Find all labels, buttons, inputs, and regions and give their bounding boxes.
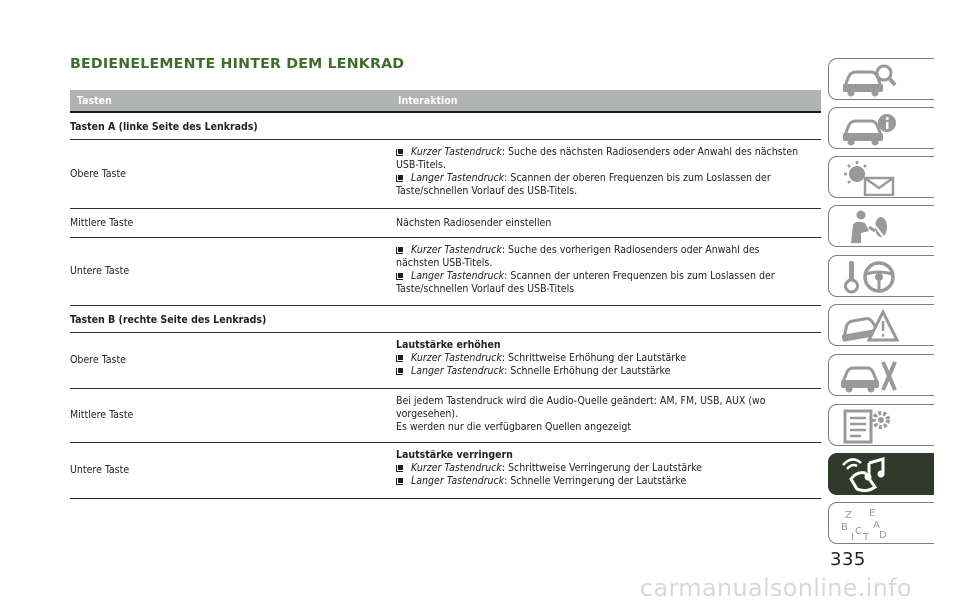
bullet-square-icon [396, 477, 405, 486]
table-row [70, 443, 821, 499]
list-item: Langer Tastendruck: Scannen der oberen Frequenzen bis zum Loslassen der [396, 172, 821, 185]
table-row: Obere Taste Kurzer Tastendruck: Suche des nächsten Radiosenders oder Anwahl des nächsten USB-Titels. Langer Tastendruck: Scannen der oberen Frequenzen bis zum Loslassen der Taste/schnellen Vorlauf des USB-Titels. [70, 140, 821, 209]
list-item: Kurzer Tastendruck: Schrittweise Erhöhung der Lautstärke [396, 352, 821, 365]
page-heading: BEDIENELEMENTE HINTER DEM LENKRAD [70, 56, 405, 72]
row-key: Obere Taste [70, 354, 126, 366]
tab-servicing[interactable] [828, 354, 934, 396]
tab-index[interactable] [828, 502, 934, 544]
controls-table [70, 90, 821, 499]
row-key: Untere Taste [70, 265, 130, 277]
bullet-square-icon [396, 464, 405, 473]
row-text: Nächsten Radiosender einstellen [396, 216, 552, 229]
bullet-square-icon [396, 272, 405, 281]
multimedia-music-icon [839, 457, 899, 493]
row-key: Mittlere Taste [70, 409, 134, 421]
car-info-icon [839, 111, 899, 147]
seat-airbag-icon [839, 209, 899, 245]
tab-emergency[interactable] [828, 304, 934, 346]
index-letter: A [873, 520, 880, 531]
row-key: Mittlere Taste [70, 216, 134, 229]
tab-car-info[interactable] [828, 107, 934, 149]
list-item: Langer Tastendruck: Schnelle Erhöhung der Lautstärke [396, 365, 821, 378]
row-title: Lautstärke erhöhen [396, 339, 501, 351]
bullet-square-icon [396, 246, 405, 255]
tab-car-search[interactable] [828, 58, 934, 100]
page-number: 335 [830, 549, 866, 570]
section-header-b: Tasten B (rechte Seite des Lenkrads) [70, 306, 821, 333]
car-tools-icon [839, 358, 899, 394]
tab-starting-driving[interactable] [828, 255, 934, 297]
table-header [70, 90, 821, 113]
list-item: Kurzer Tastendruck: Suche des vorherigen Radiosenders oder Anwahl des [396, 244, 821, 257]
table-row: Mittlere Taste Bei jedem Tastendruck wird die Audio-Quelle geändert: AM, FM, USB, AUX (wo vorgesehen). Es werden nur die verfügbaren Quellen angezeigt [70, 389, 821, 443]
bullet-square-icon [396, 174, 405, 183]
list-item: Langer Tastendruck: Schnelle Verringerung der Lautstärke [396, 475, 821, 488]
index-letter: T [863, 532, 870, 542]
index-letter: D [879, 530, 887, 541]
list-item: Kurzer Tastendruck: Schrittweise Verringerung der Lautstärke [396, 462, 821, 475]
table-row [70, 333, 821, 389]
index-letter: E [869, 508, 876, 519]
index-letter: B [841, 522, 848, 533]
bullet-square-icon [396, 148, 405, 157]
table-row [70, 209, 821, 238]
alphabet-index-icon [839, 506, 899, 542]
table-row: Untere Taste Kurzer Tastendruck: Suche des vorherigen Radiosenders oder Anwahl des nächsten USB-Titels. Langer Tastendruck: Scannen der unteren Frequenzen bis zum Loslassen der Taste/schnellen Vorlauf des USB-Titels [70, 238, 821, 306]
list-gear-icon [839, 408, 899, 444]
header-tasten: Tasten [77, 95, 112, 107]
tab-technical-data[interactable] [828, 404, 934, 446]
section-header-a: Tasten A (linke Seite des Lenkrads) [70, 113, 821, 140]
row-title: Lautstärke verringern [396, 449, 513, 461]
bullet-square-icon [396, 354, 405, 363]
index-letter: I [851, 532, 854, 542]
tab-warning-lights[interactable] [828, 156, 934, 198]
index-letter: C [855, 526, 862, 537]
bullet-square-icon [396, 367, 405, 376]
list-item: Kurzer Tastendruck: Suche des nächsten Radiosenders oder Anwahl des nächsten [396, 146, 821, 159]
list-item: Langer Tastendruck: Scannen der unteren Frequenzen bis zum Loslassen der [396, 270, 821, 283]
row-key: Untere Taste [70, 464, 130, 476]
header-interaktion: Interaktion [398, 95, 458, 107]
tab-multimedia[interactable] [828, 453, 934, 495]
car-crash-warning-icon [839, 308, 899, 344]
row-key: Obere Taste [70, 167, 126, 180]
index-letter: Z [845, 510, 852, 521]
key-steering-wheel-icon [839, 259, 899, 295]
warning-lights-mail-icon [839, 160, 899, 196]
tab-safety[interactable] [828, 205, 934, 247]
car-search-icon [839, 62, 899, 98]
watermark: carmanualsonline.info [640, 574, 912, 602]
